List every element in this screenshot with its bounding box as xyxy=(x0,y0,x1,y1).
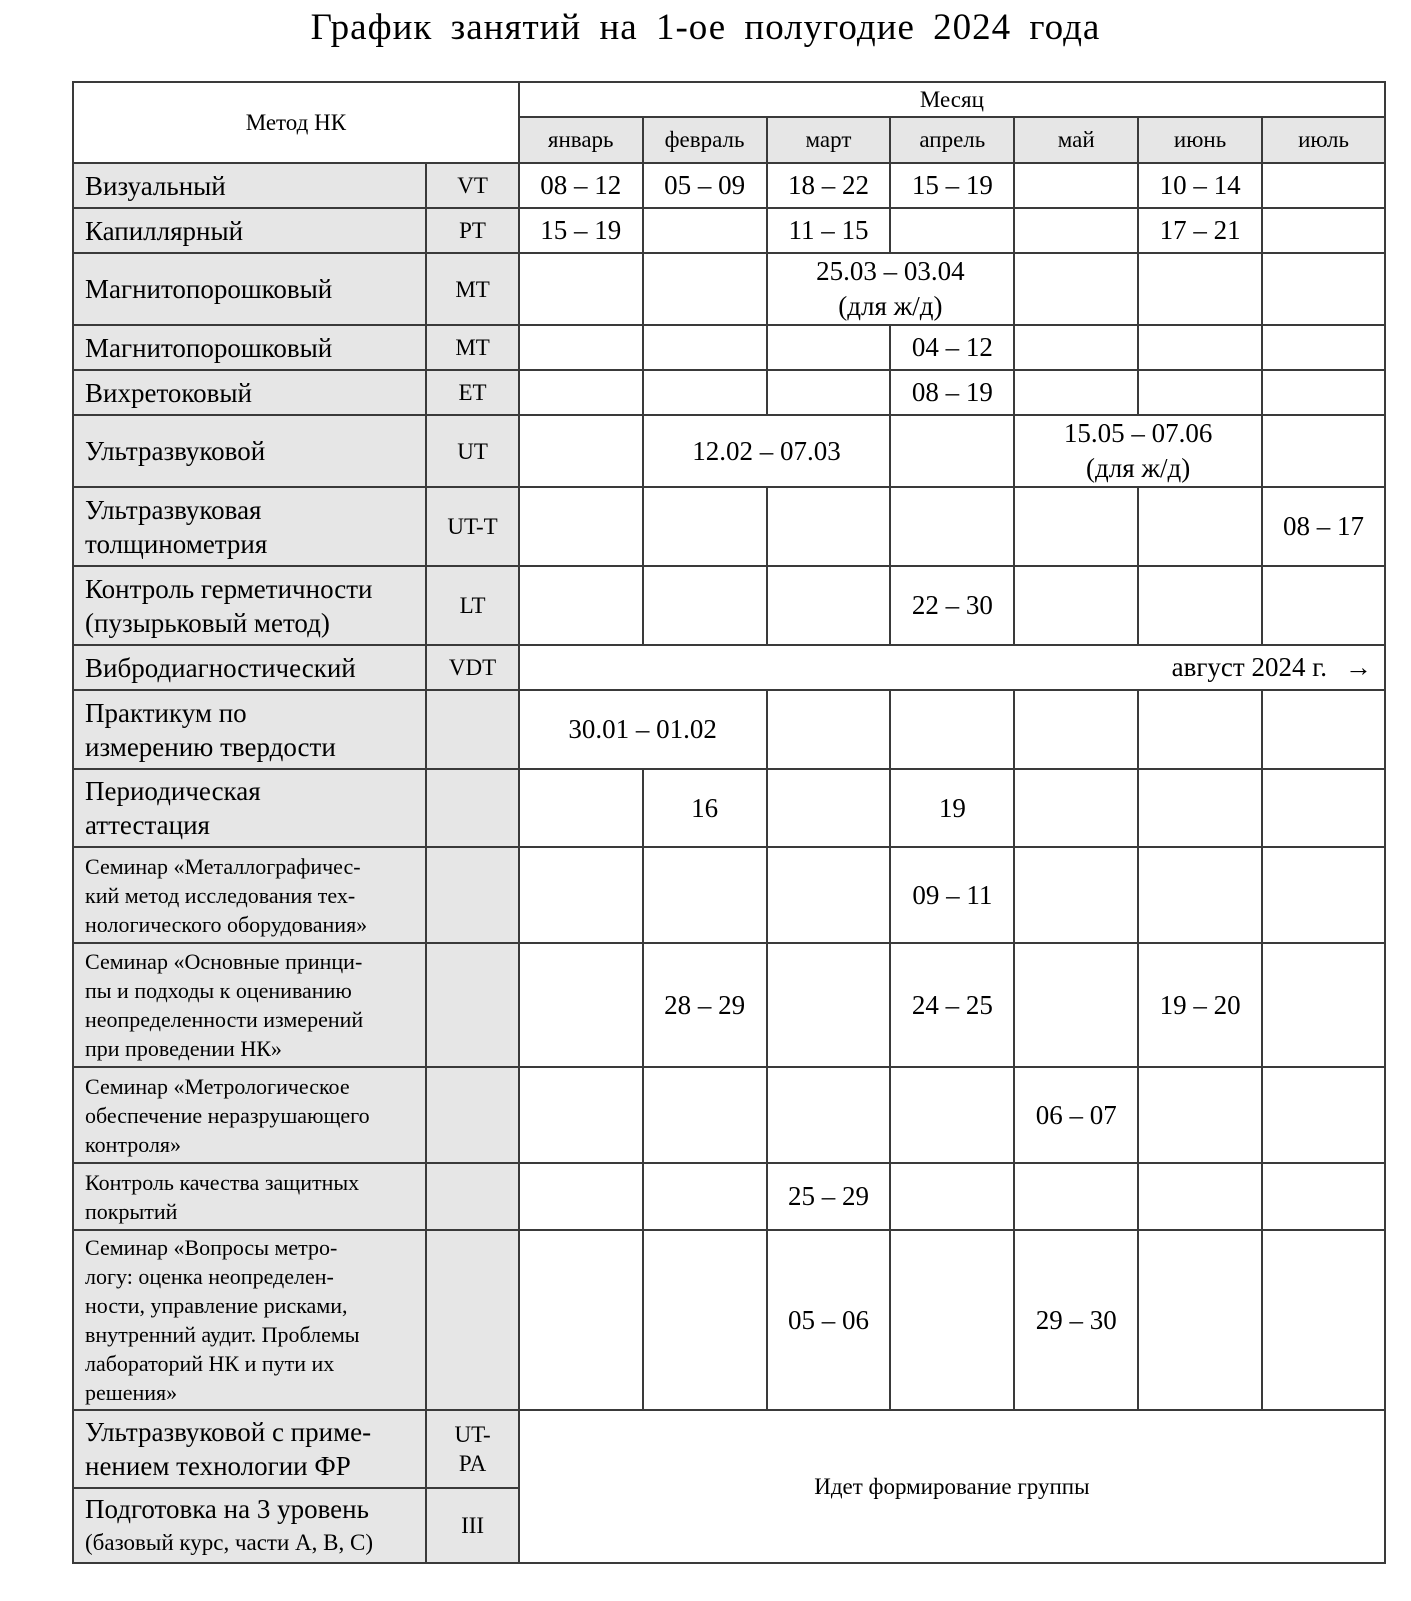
table-row xyxy=(73,487,1385,566)
date-cell: 29 – 30 xyxy=(1014,1230,1138,1410)
schedule-note: август 2024 г. xyxy=(1171,652,1327,682)
date-cell: 11 – 15 xyxy=(767,208,891,253)
method-name: Семинар «Метрологическое обеспечение неразрушающего контроля» xyxy=(73,1067,426,1163)
date-cell: 22 – 30 xyxy=(890,566,1014,645)
date-cell: 15 – 19 xyxy=(890,163,1014,208)
method-code: VT xyxy=(426,163,518,208)
date-cell xyxy=(643,1067,767,1163)
date-cell xyxy=(1138,769,1262,847)
date-cell: 19 – 20 xyxy=(1138,943,1262,1067)
date-cell xyxy=(1262,1163,1385,1230)
method-name: Периодическая аттестация xyxy=(73,769,426,847)
schedule-table xyxy=(72,81,1386,1564)
method-name: Практикум по измерению твердости xyxy=(73,690,426,769)
date-cell xyxy=(519,253,643,325)
date-cell xyxy=(1138,370,1262,415)
date-cell xyxy=(767,690,891,769)
date-cell xyxy=(1138,1230,1262,1410)
date-cell xyxy=(767,370,891,415)
month-feb: февраль xyxy=(643,117,767,163)
table-row xyxy=(73,566,1385,645)
date-cell xyxy=(767,253,1015,325)
date-cell: 15 – 19 xyxy=(519,208,643,253)
method-code: ET xyxy=(426,370,518,415)
date-cell xyxy=(519,1067,643,1163)
table-row xyxy=(73,645,1385,690)
date-cell xyxy=(1262,208,1385,253)
date-cell xyxy=(643,325,767,370)
method-name: Контроль качества защитных покрытий xyxy=(73,1163,426,1230)
method-name: Контроль герметичности (пузырьковый метод) xyxy=(73,566,426,645)
date-cell: 28 – 29 xyxy=(643,943,767,1067)
method-name: Вихретоковый xyxy=(73,370,426,415)
table-row xyxy=(73,253,1385,325)
date-cell xyxy=(519,1163,643,1230)
date-cell xyxy=(767,769,891,847)
date-cell xyxy=(1014,690,1138,769)
table-row xyxy=(73,208,1385,253)
date-cell xyxy=(1014,847,1138,943)
method-name: Семинар «Вопросы метро- логу: оценка неопределен- ности, управление рисками, внутренний аудит. Проблемы лабораторий НК и пути их решения» xyxy=(73,1230,426,1410)
date-cell xyxy=(643,1230,767,1410)
method-name: Визуальный xyxy=(73,163,426,208)
date-cell xyxy=(1262,1067,1385,1163)
table-row xyxy=(73,1163,1385,1230)
date-cell xyxy=(1014,1163,1138,1230)
date-cell xyxy=(1262,690,1385,769)
date-cell xyxy=(890,487,1014,566)
method-code: MT xyxy=(426,325,518,370)
date-cell: 08 – 12 xyxy=(519,163,643,208)
table-row xyxy=(73,1067,1385,1163)
method-code xyxy=(426,943,518,1067)
table-row xyxy=(73,690,1385,769)
date-cell xyxy=(1262,1230,1385,1410)
month-header: Месяц xyxy=(519,82,1385,117)
method-name: Магнитопорошковый xyxy=(73,325,426,370)
date-cell xyxy=(1262,163,1385,208)
date-note: (для ж/д) xyxy=(838,291,943,321)
date-cell xyxy=(1262,847,1385,943)
method-code: UT xyxy=(426,415,518,487)
date-cell xyxy=(1262,253,1385,325)
date-cell xyxy=(890,415,1014,487)
table-row xyxy=(73,943,1385,1067)
date-cell xyxy=(1014,253,1138,325)
date-cell xyxy=(1138,325,1262,370)
date-cell xyxy=(1138,1067,1262,1163)
date-cell xyxy=(1138,847,1262,943)
date-cell: 19 xyxy=(890,769,1014,847)
method-name: Ультразвуковой с приме- нением технологии ФР xyxy=(73,1410,426,1488)
month-may: май xyxy=(1014,117,1138,163)
date-cell xyxy=(890,1163,1014,1230)
date-cell xyxy=(519,769,643,847)
date-cell xyxy=(519,487,643,566)
method-code xyxy=(426,1230,518,1410)
date-cell xyxy=(1262,943,1385,1067)
month-jun: июнь xyxy=(1138,117,1262,163)
method-header: Метод НК xyxy=(73,82,519,163)
date-cell xyxy=(1262,370,1385,415)
date-cell xyxy=(643,208,767,253)
date-cell xyxy=(519,847,643,943)
date-cell xyxy=(767,847,891,943)
date-cell xyxy=(1262,769,1385,847)
table-row xyxy=(73,769,1385,847)
method-code xyxy=(426,1067,518,1163)
date-cell xyxy=(890,1067,1014,1163)
date-cell xyxy=(643,370,767,415)
date-cell: 04 – 12 xyxy=(890,325,1014,370)
date-cell: 16 xyxy=(643,769,767,847)
method-code: UT-T xyxy=(426,487,518,566)
date-cell: 08 – 17 xyxy=(1262,487,1385,566)
method-code: VDT xyxy=(426,645,518,690)
method-name: Подготовка на 3 уровень (базовый курс, части А, В, С) xyxy=(73,1488,426,1563)
table-row xyxy=(73,325,1385,370)
page-title: График занятий на 1-ое полугодие 2024 года xyxy=(310,7,1101,48)
date-cell xyxy=(767,487,891,566)
date-cell: 25 – 29 xyxy=(767,1163,891,1230)
method-code xyxy=(426,690,518,769)
date-cell xyxy=(1014,208,1138,253)
date-cell: 18 – 22 xyxy=(767,163,891,208)
date-cell xyxy=(1138,487,1262,566)
date-cell xyxy=(1014,325,1138,370)
date-cell xyxy=(643,566,767,645)
date-cell: 17 – 21 xyxy=(1138,208,1262,253)
month-apr: апрель xyxy=(890,117,1014,163)
group-forming-note: Идет формирование группы xyxy=(519,1410,1385,1563)
date-cell: 12.02 – 07.03 xyxy=(643,415,891,487)
date-cell xyxy=(519,1230,643,1410)
month-jul: июль xyxy=(1262,117,1385,163)
method-code xyxy=(426,847,518,943)
month-jan: январь xyxy=(519,117,643,163)
method-code: III xyxy=(426,1488,518,1563)
method-code xyxy=(426,1163,518,1230)
date-cell xyxy=(643,487,767,566)
date-cell: 05 – 06 xyxy=(767,1230,891,1410)
arrow-right-icon: → xyxy=(1345,652,1372,682)
method-name: Семинар «Металлографичес- кий метод исследования тех- нологического оборудования» xyxy=(73,847,426,943)
date-cell xyxy=(890,690,1014,769)
date-cell xyxy=(1014,163,1138,208)
table-row xyxy=(73,1230,1385,1410)
date-cell xyxy=(643,1163,767,1230)
date-cell xyxy=(519,325,643,370)
date-range: 15.05 – 07.06 xyxy=(1063,418,1213,448)
date-cell xyxy=(890,208,1014,253)
date-cell xyxy=(1014,769,1138,847)
date-cell xyxy=(767,325,891,370)
date-cell: 24 – 25 xyxy=(890,943,1014,1067)
method-name: Вибродиагностический xyxy=(73,645,426,690)
table-row xyxy=(73,847,1385,943)
date-cell xyxy=(1014,370,1138,415)
date-cell xyxy=(519,415,643,487)
date-cell: 30.01 – 01.02 xyxy=(519,690,767,769)
date-cell xyxy=(1262,325,1385,370)
date-cell xyxy=(643,847,767,943)
method-code: PT xyxy=(426,208,518,253)
method-name: Ультразвуковой xyxy=(73,415,426,487)
date-cell: 06 – 07 xyxy=(1014,1067,1138,1163)
method-code: UT- PA xyxy=(426,1410,518,1488)
table-row xyxy=(73,415,1385,487)
method-name: Семинар «Основные принци- пы и подходы к оцениванию неопределенности измерений при проведении НК» xyxy=(73,943,426,1067)
table-row xyxy=(73,370,1385,415)
date-cell xyxy=(1138,253,1262,325)
method-code: LT xyxy=(426,566,518,645)
date-cell xyxy=(643,253,767,325)
date-cell: 08 – 19 xyxy=(890,370,1014,415)
date-cell xyxy=(767,566,891,645)
month-mar: март xyxy=(767,117,891,163)
date-cell: 09 – 11 xyxy=(890,847,1014,943)
method-code xyxy=(426,769,518,847)
method-code: MT xyxy=(426,253,518,325)
date-cell xyxy=(519,370,643,415)
date-cell xyxy=(1138,690,1262,769)
table-row xyxy=(73,1410,1385,1488)
date-cell xyxy=(1262,566,1385,645)
method-name: Ультразвуковая толщинометрия xyxy=(73,487,426,566)
date-cell: 10 – 14 xyxy=(1138,163,1262,208)
date-cell xyxy=(1262,415,1385,487)
date-cell xyxy=(767,1067,891,1163)
date-cell xyxy=(1138,1163,1262,1230)
table-row xyxy=(73,163,1385,208)
date-cell xyxy=(1014,487,1138,566)
date-cell xyxy=(519,566,643,645)
date-cell xyxy=(1138,566,1262,645)
method-name: Магнитопорошковый xyxy=(73,253,426,325)
date-range: 25.03 – 03.04 xyxy=(816,256,965,286)
date-cell xyxy=(767,943,891,1067)
date-cell xyxy=(519,943,643,1067)
date-cell xyxy=(1014,566,1138,645)
date-cell: 05 – 09 xyxy=(643,163,767,208)
date-cell xyxy=(519,645,1385,690)
method-name: Капиллярный xyxy=(73,208,426,253)
date-cell xyxy=(1014,943,1138,1067)
date-cell xyxy=(1014,415,1262,487)
date-cell xyxy=(890,1230,1014,1410)
date-note: (для ж/д) xyxy=(1086,453,1191,483)
